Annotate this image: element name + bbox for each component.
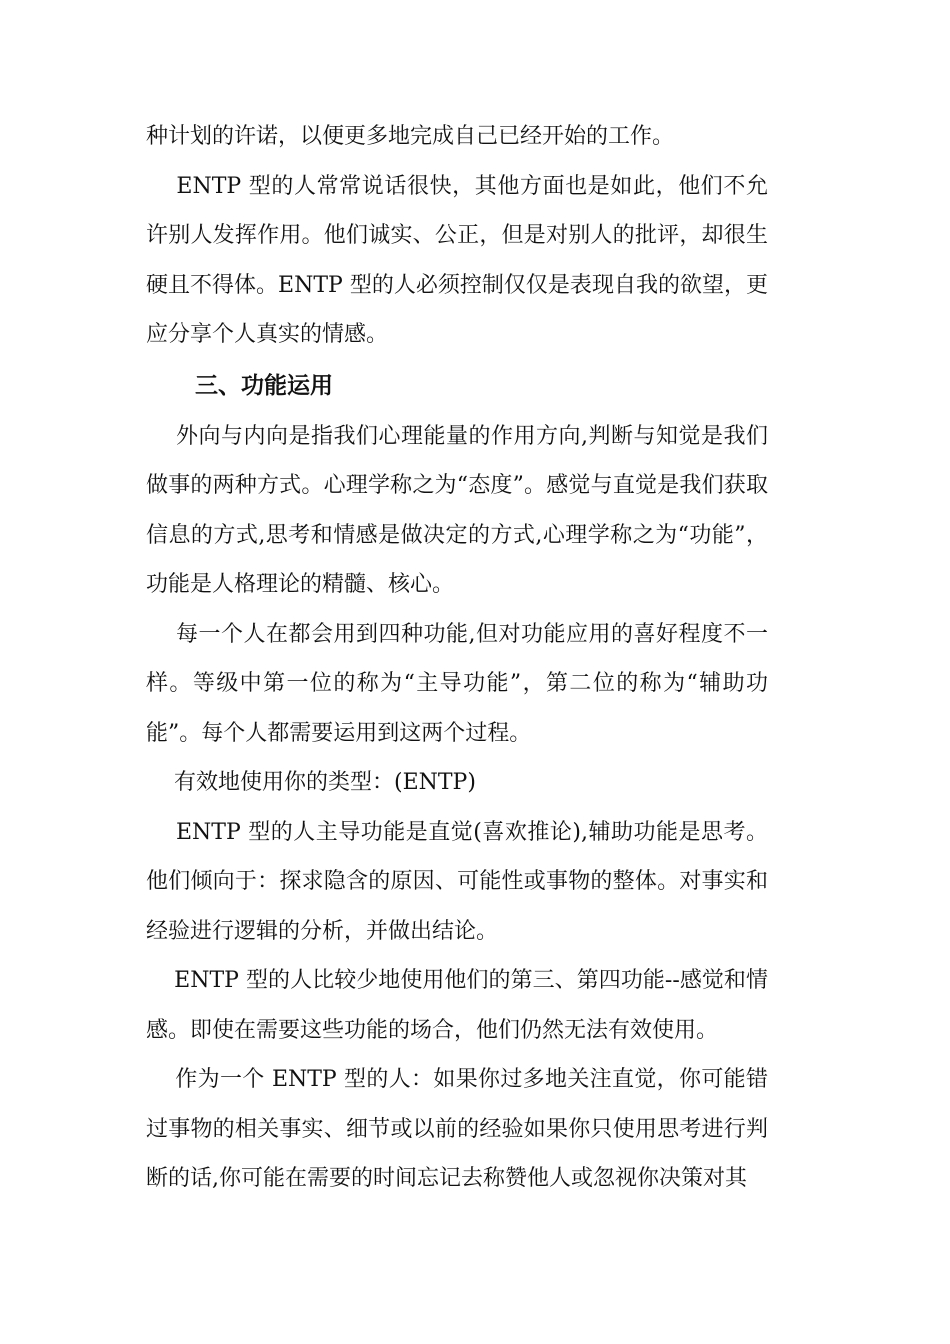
paragraph-third-fourth-functions: ENTP 型的人比较少地使用他们的第三、第四功能--感觉和情感。即使在需要这些功能的场合，他们仍然无法有效使用。	[146, 968, 768, 1043]
paragraph-continuation: 种计划的许诺，以便更多地完成自己已经开始的工作。	[146, 124, 675, 149]
paragraph-entp-dominant: ENTP 型的人主导功能是直觉(喜欢推论),辅助功能是思考。他们倾向于：探求隐含的原因、可能性或事物的整体。对事实和经验进行逻辑的分析，并做出结论。	[146, 819, 768, 944]
paragraph-attitudes-functions: 外向与内向是指我们心理能量的作用方向,判断与知觉是我们做事的两种方式。心理学称之为“态度”。感觉与直觉是我们获取信息的方式,思考和情感是做决定的方式,心理学称之为“功能”，功能是人格理论的精髓、核心。	[146, 423, 768, 597]
section-heading-functions: 三、功能运用	[195, 372, 333, 399]
paragraph-as-an-entp: 作为一个 ENTP 型的人：如果你过多地关注直觉，你可能错过事物的相关事实、细节或以前的经验如果你只使用思考进行判断的话,你可能在需要的时间忘记去称赞他人或忽视你决策对其	[146, 1067, 768, 1191]
paragraph-entp-communication: ENTP 型的人常常说话很快，其他方面也是如此，他们不允许别人发挥作用。他们诚实、公正，但是对别人的批评，却很生硬且不得体。ENTP 型的人必须控制仅仅是表现自我的欲望，更应分享个人真实的情感。	[146, 173, 769, 347]
paragraph-effective-use-title: 有效地使用你的类型：(ENTP)	[146, 770, 476, 795]
paragraph-dominant-auxiliary: 每一个人在都会用到四种功能,但对功能应用的喜好程度不一样。等级中第一位的称为“主导功能”，第二位的称为“辅助功能”。每个人都需要运用到这两个过程。	[146, 621, 768, 746]
document-body	[146, 112, 768, 1204]
